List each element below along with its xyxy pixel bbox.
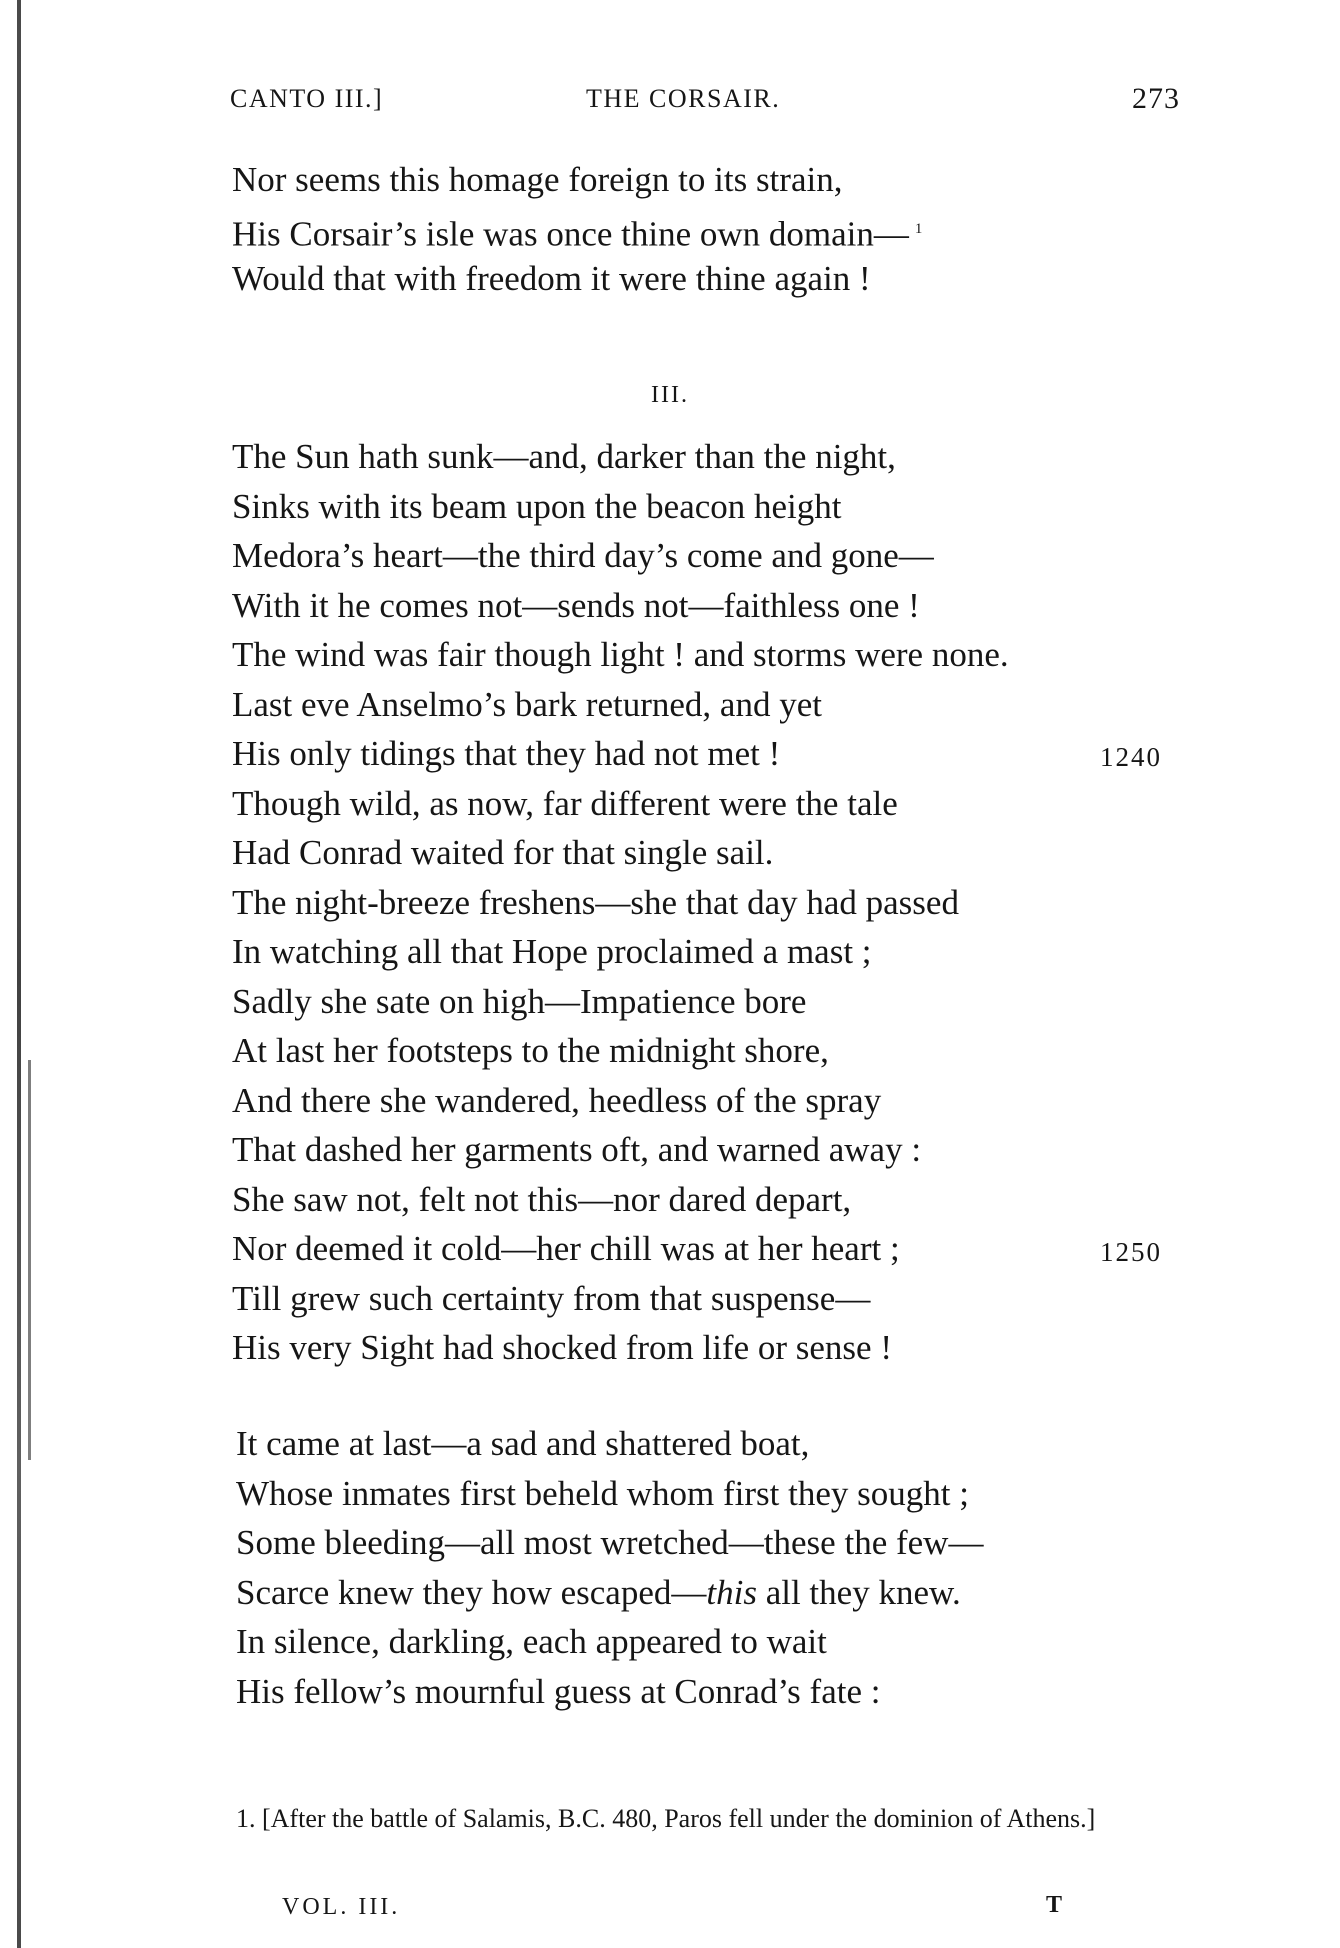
verse-line: Whose inmates first beheld whom first they sought ; xyxy=(236,1473,969,1513)
verse-line: His very Sight had shocked from life or sense ! xyxy=(232,1328,892,1367)
verse-line: The wind was fair though light ! and storms were none. xyxy=(232,635,1009,674)
verse-top xyxy=(232,155,922,304)
verse-line-text: His only tidings that they had not met ! xyxy=(232,734,781,773)
gathering-signature: T xyxy=(1046,1892,1063,1918)
section-number: III. xyxy=(651,382,689,408)
verse-line: Medora’s heart—the third day’s come and gone— xyxy=(232,536,934,575)
verse-line: That dashed her garments oft, and warned away : xyxy=(232,1130,922,1169)
verse-line: Sinks with its beam upon the beacon height xyxy=(232,486,842,526)
canto-label: CANTO III.] xyxy=(230,84,384,113)
verse-line: Till grew such certainty from that suspense— xyxy=(232,1278,871,1318)
verse-line: At last her footsteps to the midnight shore, xyxy=(232,1031,829,1070)
verse-line: Some bleeding—all most wretched—these the few— xyxy=(236,1523,984,1562)
verse-line-text: all they knew. xyxy=(756,1572,961,1612)
verse-line: The Sun hath sunk—and, darker than the night, xyxy=(232,437,896,476)
emphasis-text: this xyxy=(706,1572,757,1612)
verse-line: And there she wandered, heedless of the spray xyxy=(232,1080,882,1120)
verse-line: Nor seems this homage foreign to its strain, xyxy=(232,160,843,199)
verse-line: Sadly she sate on high—Impatience bore xyxy=(232,981,807,1021)
verse-line-text: Nor deemed it cold—her chill was at her heart ; xyxy=(232,1229,900,1268)
verse-line: Would that with freedom it were thine again ! xyxy=(232,259,871,298)
binding-edge xyxy=(17,0,21,1948)
verse-line: In silence, darkling, each appeared to wait xyxy=(236,1622,827,1661)
book-title: THE CORSAIR. xyxy=(586,84,781,113)
verse-line: Had Conrad waited for that single sail. xyxy=(232,833,774,872)
line-number: 1250 xyxy=(1100,1237,1162,1267)
verse-line: She saw not, felt not this—nor dared depart, xyxy=(232,1179,852,1219)
stanza-main xyxy=(232,432,1162,1373)
verse-line: It came at last—a sad and shattered boat, xyxy=(236,1424,810,1463)
running-head xyxy=(230,84,1190,124)
verse-line xyxy=(232,729,1162,779)
binding-shadow xyxy=(28,1060,31,1460)
line-number: 1240 xyxy=(1100,742,1162,772)
verse-line: With it he comes not—sends not—faithless one ! xyxy=(232,585,920,625)
verse-line: Last eve Anselmo’s bark returned, and yet xyxy=(232,684,822,724)
page-number: 273 xyxy=(1132,82,1180,115)
verse-line: His fellow’s mournful guess at Conrad’s fate : xyxy=(236,1671,881,1711)
verse-line-text: His Corsair’s isle was once thine own domain— xyxy=(232,214,909,254)
verse-line xyxy=(236,1568,983,1618)
verse-line: In watching all that Hope proclaimed a mast ; xyxy=(232,932,872,971)
verse-line xyxy=(232,205,922,255)
verse-line-text: Scarce knew they how escaped— xyxy=(236,1572,707,1612)
verse-line: Though wild, as now, far different were the tale xyxy=(232,783,898,823)
verse-line: The night-breeze freshens—she that day had passed xyxy=(232,882,959,922)
stanza-second xyxy=(236,1419,983,1716)
volume-signature: VOL. III. xyxy=(282,1894,401,1920)
verse-line xyxy=(232,1224,1162,1274)
footnote-marker: 1 xyxy=(914,220,923,237)
footnote: 1. [After the battle of Salamis, B.C. 480, Paros fell under the dominion of Athens.] xyxy=(236,1804,1096,1833)
